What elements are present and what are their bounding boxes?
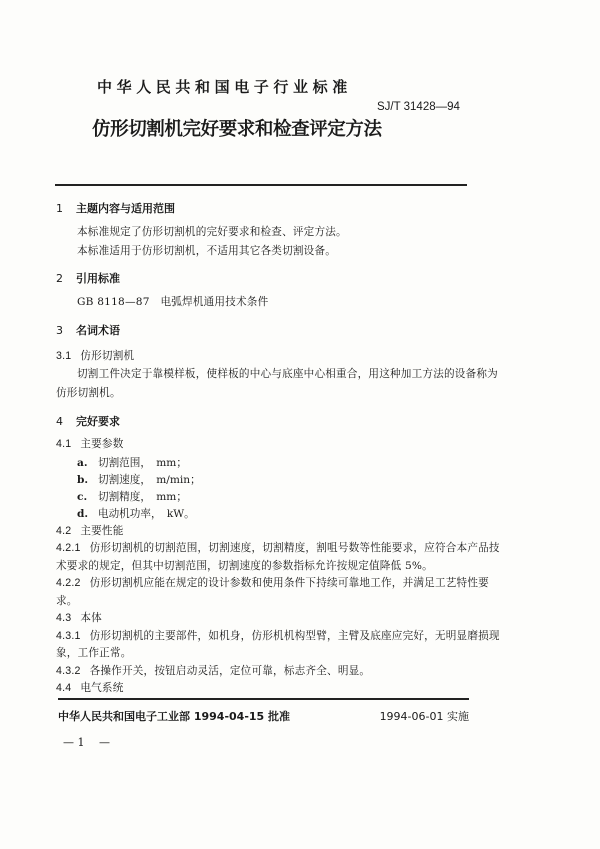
clause-number: 4.3.1 <box>56 630 81 642</box>
paragraph-line: 求。 <box>56 595 78 607</box>
clause-number: 4.3.2 <box>56 665 81 677</box>
paragraph-line: 术要求的规定，但其中切割范围，切割速度的参数指标允许按规定值降低 5%。 <box>56 560 433 572</box>
item-text: 切割范围， mm； <box>98 457 187 469</box>
section-number: 2 <box>56 272 63 285</box>
clause-4-3-1 <box>56 631 500 642</box>
standard-category: 中华人民共和国电子行业标准 <box>97 78 352 96</box>
standard-code: SJ/T 31428—94 <box>377 101 460 113</box>
subsection-title: 本体 <box>80 612 102 624</box>
parameter-item <box>77 492 187 503</box>
item-label: b. <box>77 474 89 486</box>
subsection-title: 电气系统 <box>80 682 124 694</box>
paragraph-line: 切割工件决定于靠模样板，使样板的中心与底座中心相重合，用这种加工方法的设备称为 <box>77 368 498 380</box>
document-title: 仿形切割机完好要求和检查评定方法 <box>92 119 382 140</box>
subsection-number: 4.1 <box>56 438 72 450</box>
clause-4-2-2 <box>56 578 489 589</box>
clause-4-2-1 <box>56 543 500 554</box>
subsection-4-2-heading <box>56 526 124 537</box>
subsection-number: 4.2 <box>56 525 72 537</box>
parameter-item <box>77 458 187 469</box>
section-4-heading <box>56 416 120 427</box>
subsection-number: 4.3 <box>56 612 72 624</box>
parameter-item <box>77 509 195 520</box>
header-rule <box>55 184 467 186</box>
section-number: 1 <box>56 202 63 215</box>
effective-date: 1994-06-01 实施 <box>379 710 469 723</box>
section-1-heading <box>56 203 175 214</box>
subsection-number: 4.4 <box>56 682 72 694</box>
subsection-number: 3.1 <box>56 350 72 362</box>
item-text: 切割速度， m/min； <box>98 474 201 486</box>
footer-rule <box>58 698 469 700</box>
clause-text: 仿形切割机的主要部件，如机身，仿形机机构型臂，主臂及底座应完好，无明显磨损现 <box>89 630 500 642</box>
clause-text: 各操作开关，按钮启动灵活，定位可靠，标志齐全、明显。 <box>89 665 371 677</box>
clause-text: 仿形切割机应能在规定的设计参数和使用条件下持续可靠地工作，并满足工艺特性要 <box>89 577 489 589</box>
section-3-heading <box>56 325 120 336</box>
subsection-title: 仿形切割机 <box>80 350 135 362</box>
subsection-4-1-heading <box>56 439 124 450</box>
parameter-item <box>77 475 201 486</box>
section-title: 名词术语 <box>76 324 120 337</box>
paragraph-line: 仿形切割机。 <box>56 387 121 399</box>
subsection-4-3-heading <box>56 613 102 624</box>
reference-standard: GB 8118—87 电弧焊机通用技术条件 <box>77 296 269 308</box>
section-title: 完好要求 <box>76 415 120 428</box>
item-text: 电动机功率， kW。 <box>98 508 195 520</box>
section-number: 4 <box>56 415 63 428</box>
subsection-title: 主要性能 <box>80 525 124 537</box>
paragraph-line: 本标准规定了仿形切割机的完好要求和检查、评定方法。 <box>77 226 347 238</box>
section-title: 引用标准 <box>76 272 120 285</box>
item-label: c. <box>77 491 88 503</box>
clause-number: 4.2.2 <box>56 577 81 589</box>
page-number: — 1 — <box>63 736 110 749</box>
paragraph-line: 本标准适用于仿形切割机，不适用其它各类切割设备。 <box>77 245 337 257</box>
subsection-title: 主要参数 <box>80 438 124 450</box>
subsection-3-1-heading <box>56 351 134 362</box>
approval-note: 中华人民共和国电子工业部 1994-04-15 批准 <box>58 710 291 723</box>
item-label: a. <box>77 457 88 469</box>
item-label: d. <box>77 508 89 520</box>
item-text: 切割精度， mm； <box>98 491 187 503</box>
clause-4-3-2 <box>56 666 370 677</box>
paragraph-line: 象，工作正常。 <box>56 647 132 659</box>
subsection-4-4-heading <box>56 683 124 694</box>
clause-text: 仿形切割机的切割范围，切割速度，切割精度，割咀号数等性能要求，应符合本产品技 <box>89 542 500 554</box>
section-title: 主题内容与适用范围 <box>76 202 175 215</box>
section-number: 3 <box>56 324 63 337</box>
section-2-heading <box>56 273 120 284</box>
clause-number: 4.2.1 <box>56 542 81 554</box>
